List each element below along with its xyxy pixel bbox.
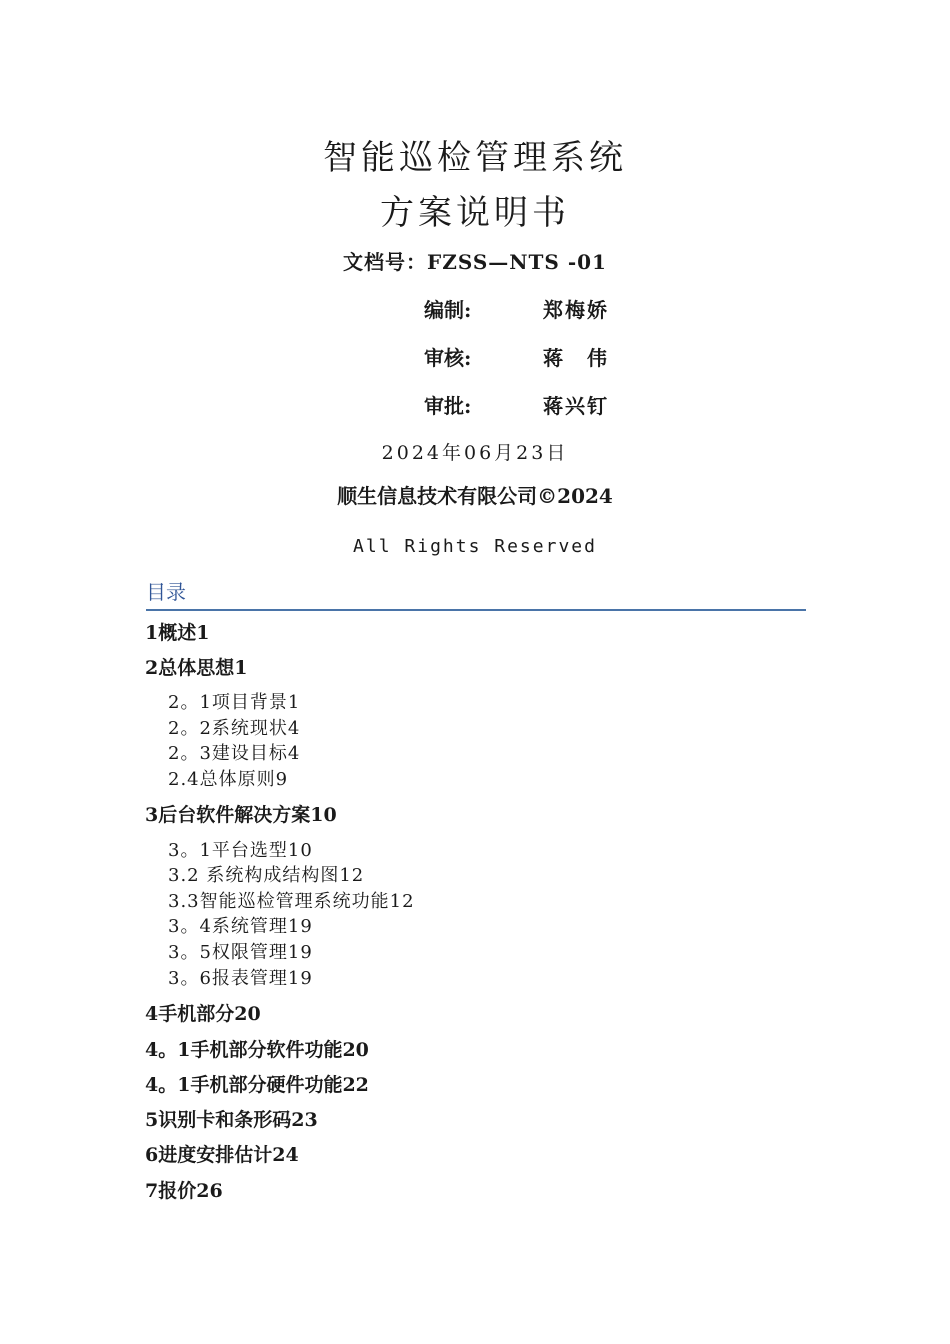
signature-label: 审批:: [424, 394, 472, 418]
toc-entry[interactable]: 2。1项目背景1: [168, 692, 301, 713]
toc-entry[interactable]: 3。5权限管理19: [168, 942, 313, 963]
signature-label: 编制:: [424, 298, 472, 322]
toc-entry[interactable]: 2。3建设目标4: [168, 743, 301, 764]
toc-entry[interactable]: 2。2系统现状4: [168, 718, 301, 739]
signature-value: 蒋兴钉: [542, 394, 609, 418]
toc-entry[interactable]: 2总体思想1: [145, 657, 248, 679]
document-date: 2024年06月23日: [381, 442, 569, 464]
toc-entry[interactable]: 6进度安排估计24: [145, 1144, 299, 1166]
signature-label: 审核:: [424, 346, 472, 370]
toc-entry[interactable]: 3.2 系统构成结构图12: [168, 865, 365, 886]
toc-entry[interactable]: 5识别卡和条形码23: [145, 1109, 318, 1131]
toc-entry[interactable]: 4手机部分20: [145, 1003, 261, 1025]
rights-reserved: All Rights Reserved: [353, 536, 597, 557]
company-copyright: 顺生信息技术有限公司©2024: [337, 484, 613, 508]
signature-row-approver: [424, 390, 609, 419]
document-subtitle: 方案说明书: [380, 193, 570, 233]
toc-entry[interactable]: 7报价26: [145, 1180, 223, 1202]
signature-row-reviewer: [424, 342, 609, 371]
document-number: 文档号：FZSS—NTS -01: [343, 250, 607, 274]
toc-entry[interactable]: 2.4总体原则9: [168, 769, 289, 790]
signature-value: 郑梅娇: [542, 298, 609, 322]
toc-entry[interactable]: 3。1平台选型10: [168, 840, 313, 861]
toc-entry[interactable]: 4。1手机部分硬件功能22: [145, 1074, 369, 1096]
toc-heading: 目录: [146, 576, 806, 611]
toc-entry[interactable]: 4。1手机部分软件功能20: [145, 1039, 369, 1061]
toc-entry[interactable]: 3。6报表管理19: [168, 968, 313, 989]
signature-value: 蒋 伟: [542, 346, 609, 370]
document-title: 智能巡检管理系统: [323, 138, 627, 178]
toc-entry[interactable]: 3.3智能巡检管理系统功能12: [168, 891, 415, 912]
toc-entry[interactable]: 3。4系统管理19: [168, 916, 313, 937]
toc-entry[interactable]: 1概述1: [145, 622, 210, 644]
toc-entry[interactable]: 3后台软件解决方案10: [145, 804, 337, 826]
signature-row-editor: [424, 294, 609, 323]
